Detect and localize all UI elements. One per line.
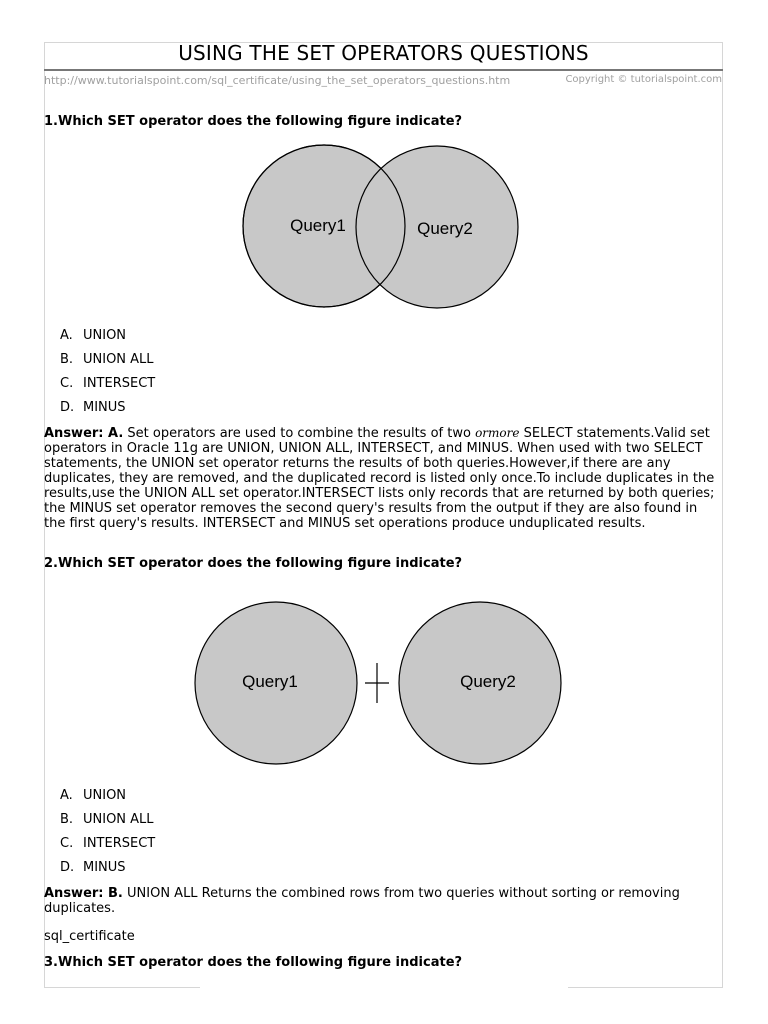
query1-label: Query1 <box>242 672 298 691</box>
question-2-union-diagram <box>192 600 562 770</box>
option-a: A. UNION <box>60 788 127 803</box>
option-c: C. INTERSECT <box>60 836 156 851</box>
question-1-text: 1.Which SET operator does the following figure indicate? <box>44 114 463 129</box>
option-c: C. INTERSECT <box>60 376 156 391</box>
question-1-answer: Answer: A. Set operators are used to combine the results of two ormore SELECT statements.Valid set operators in Oracle 11g are UNION, UNION ALL, INTERSECT, and MINUS. When used with two SELECT statements, the UNION set operator returns the results of both queries.However,if there are any duplicates, they are removed, and the duplicated record is listed only once.To include duplicates in the results,use the UNION ALL set operator.INTERSECT lists only records that are returned by both queries; the MINUS set operator removes the second query's results from the output if they are also found in the first query's results. INTERSECT and MINUS set operations produce unduplicated results. <box>44 426 715 531</box>
query2-label: Query2 <box>460 672 516 691</box>
answer-prefix: Answer: B. <box>44 886 123 901</box>
question-3-text: 3.Which SET operator does the following figure indicate? <box>44 955 463 970</box>
answer-prefix: Answer: A. <box>44 426 124 441</box>
query2-label: Query2 <box>417 219 473 238</box>
source-url: http://www.tutorialspoint.com/sql_certificate/using_the_set_operators_questions.htm <box>44 74 511 87</box>
question-2-text: 2.Which SET operator does the following figure indicate? <box>44 556 463 571</box>
question-2-answer: Answer: B. UNION ALL Returns the combined rows from two queries without sorting or removing duplicates. <box>44 886 680 916</box>
question-2-options <box>60 788 155 884</box>
question-1-venn-diagram <box>240 141 524 311</box>
page-bottom-gap <box>200 986 568 992</box>
option-d: D. MINUS <box>60 400 126 415</box>
option-b: B. UNION ALL <box>60 812 154 827</box>
footer-note: sql_certificate <box>44 929 135 944</box>
option-a: A. UNION <box>60 328 127 343</box>
option-b: B. UNION ALL <box>60 352 154 367</box>
page-title: USING THE SET OPERATORS QUESTIONS <box>178 41 589 65</box>
title-divider <box>44 69 723 71</box>
question-1-options <box>60 328 155 424</box>
query1-label: Query1 <box>290 216 346 235</box>
copyright-notice: Copyright © tutorialspoint.com <box>565 74 722 85</box>
option-d: D. MINUS <box>60 860 126 875</box>
